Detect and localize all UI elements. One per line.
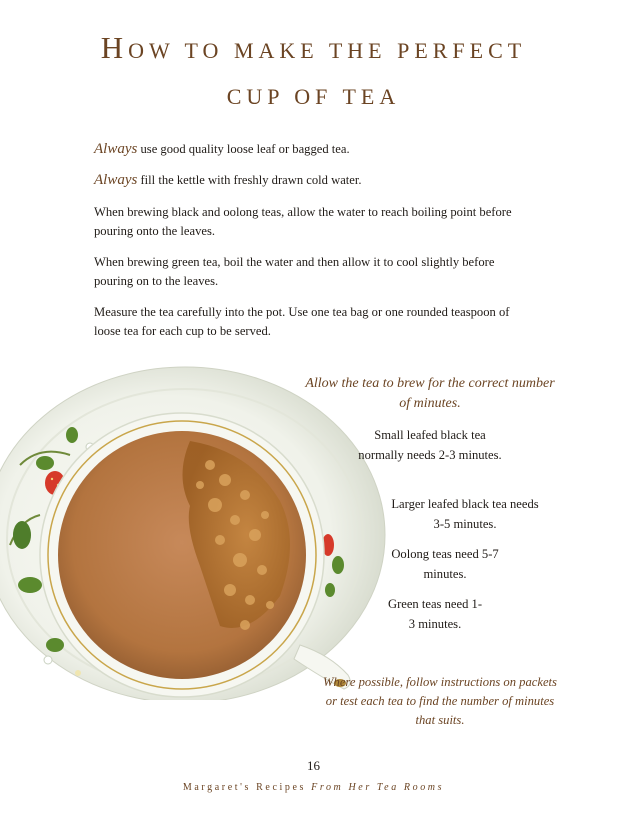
page-number: 16 [307, 758, 320, 773]
title-initial: H [100, 30, 129, 65]
brew-time-oolong: Oolong teas need 5-7 minutes. [391, 547, 499, 581]
title-line-1-text: OW TO MAKE THE PERFECT [128, 38, 527, 63]
tip-lead-word: Always [94, 172, 138, 188]
paragraph-measure-tea: Measure the tea carefully into the pot. Use one tea bag or one rounded teaspoon of loose tea for each cup to be served. [94, 305, 510, 338]
footer [0, 782, 627, 793]
page-title-line-2: CUP OF TEA [226, 84, 401, 109]
tip-quality-tea [94, 140, 534, 159]
brew-time-green: Green teas need 1-3 minutes. [387, 597, 483, 631]
tip-cold-water [94, 171, 534, 190]
footer-subtitle: From Her Tea Rooms [311, 782, 445, 793]
tip-lead-word: Always [94, 141, 138, 157]
footer-book-title: Margaret's Recipes [182, 782, 306, 793]
brew-time-small-black: Small leafed black tea normally needs 2-3 minutes. [358, 428, 502, 462]
page-title-line-1 [0, 30, 627, 66]
paragraph-black-oolong: When brewing black and oolong teas, allow the water to reach boiling point before pouring onto the leaves. [94, 205, 512, 238]
packet-note: Where possible, follow instructions on packets or test each tea to find the number of minutes that suits. [323, 675, 557, 727]
brew-time-large-black: Larger leafed black tea needs 3-5 minutes. [391, 497, 539, 531]
brew-heading: Allow the tea to brew for the correct number of minutes. [305, 376, 555, 411]
paragraph-green-tea: When brewing green tea, boil the water and then allow it to cool slightly before pouring on to the leaves. [94, 255, 495, 288]
tip-text: use good quality loose leaf or bagged tea. [137, 142, 350, 156]
tip-text: fill the kettle with freshly drawn cold water. [137, 173, 362, 187]
